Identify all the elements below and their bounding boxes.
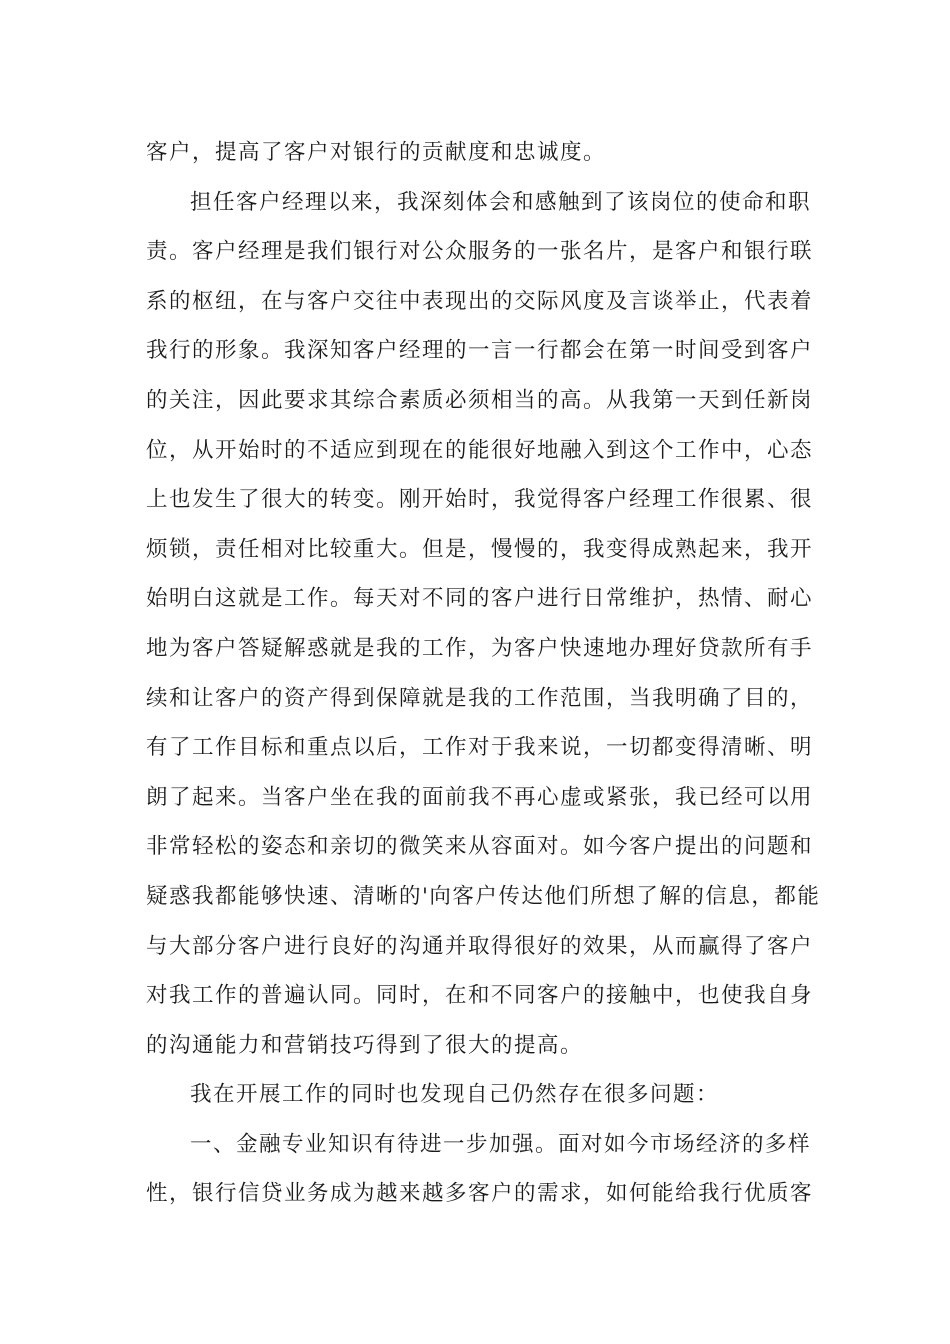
text-line: 有了工作目标和重点以后，工作对于我来说，一切都变得清晰、明 [146,735,814,761]
paragraph-start-line: 担任客户经理以来，我深刻体会和感触到了该岗位的使命和职 [190,189,812,215]
paragraph-start-line: 一、金融专业知识有待进一步加强。面对如今市场经济的多样 [190,1131,812,1157]
text-line: 的关注，因此要求其综合素质必须相当的高。从我第一天到任新岗 [146,387,814,413]
text-line: 的沟通能力和营销技巧得到了很大的提高。 [146,1032,584,1058]
text-line: 我行的形象。我深知客户经理的一言一行都会在第一时间受到客户 [146,338,814,364]
text-line: 位，从开始时的不适应到现在的能很好地融入到这个工作中，心态 [146,437,814,463]
text-line: 系的枢纽，在与客户交往中表现出的交际风度及言谈举止，代表着 [146,288,814,314]
text-line: 始明白这就是工作。每天对不同的客户进行日常维护，热情、耐心 [146,586,814,612]
text-line: 责。客户经理是我们银行对公众服务的一张名片，是客户和银行联 [146,239,814,265]
text-line: 朗了起来。当客户坐在我的面前我不再心虚或紧张，我已经可以用 [146,784,814,810]
text-line: 续和让客户的资产得到保障就是我的工作范围，当我明确了目的， [146,685,814,711]
text-line: 地为客户答疑解惑就是我的工作，为客户快速地办理好贷款所有手 [146,635,814,661]
text-line: 与大部分客户进行良好的沟通并取得很好的效果，从而赢得了客户 [146,933,814,959]
text-line: 烦锁，责任相对比较重大。但是，慢慢的，我变得成熟起来，我开 [146,536,814,562]
text-line: 客户，提高了客户对银行的贡献度和忠诚度。 [146,140,607,165]
text-line: 疑惑我都能够快速、清晰的'向客户传达他们所想了解的信息，都能 [146,883,821,909]
paragraph-start-line: 我在开展工作的同时也发现自己仍然存在很多问题： [190,1082,720,1108]
text-line: 非常轻松的姿态和亲切的微笑来从容面对。如今客户提出的问题和 [146,834,814,860]
document-body [146,128,821,1219]
text-line: 对我工作的普遍认同。同时，在和不同客户的接触中，也使我自身 [146,983,814,1009]
text-line: 性，银行信贷业务成为越来越多客户的需求，如何能给我行优质客 [146,1181,814,1207]
text-line: 上也发生了很大的转变。刚开始时，我觉得客户经理工作很累、很 [146,487,814,513]
